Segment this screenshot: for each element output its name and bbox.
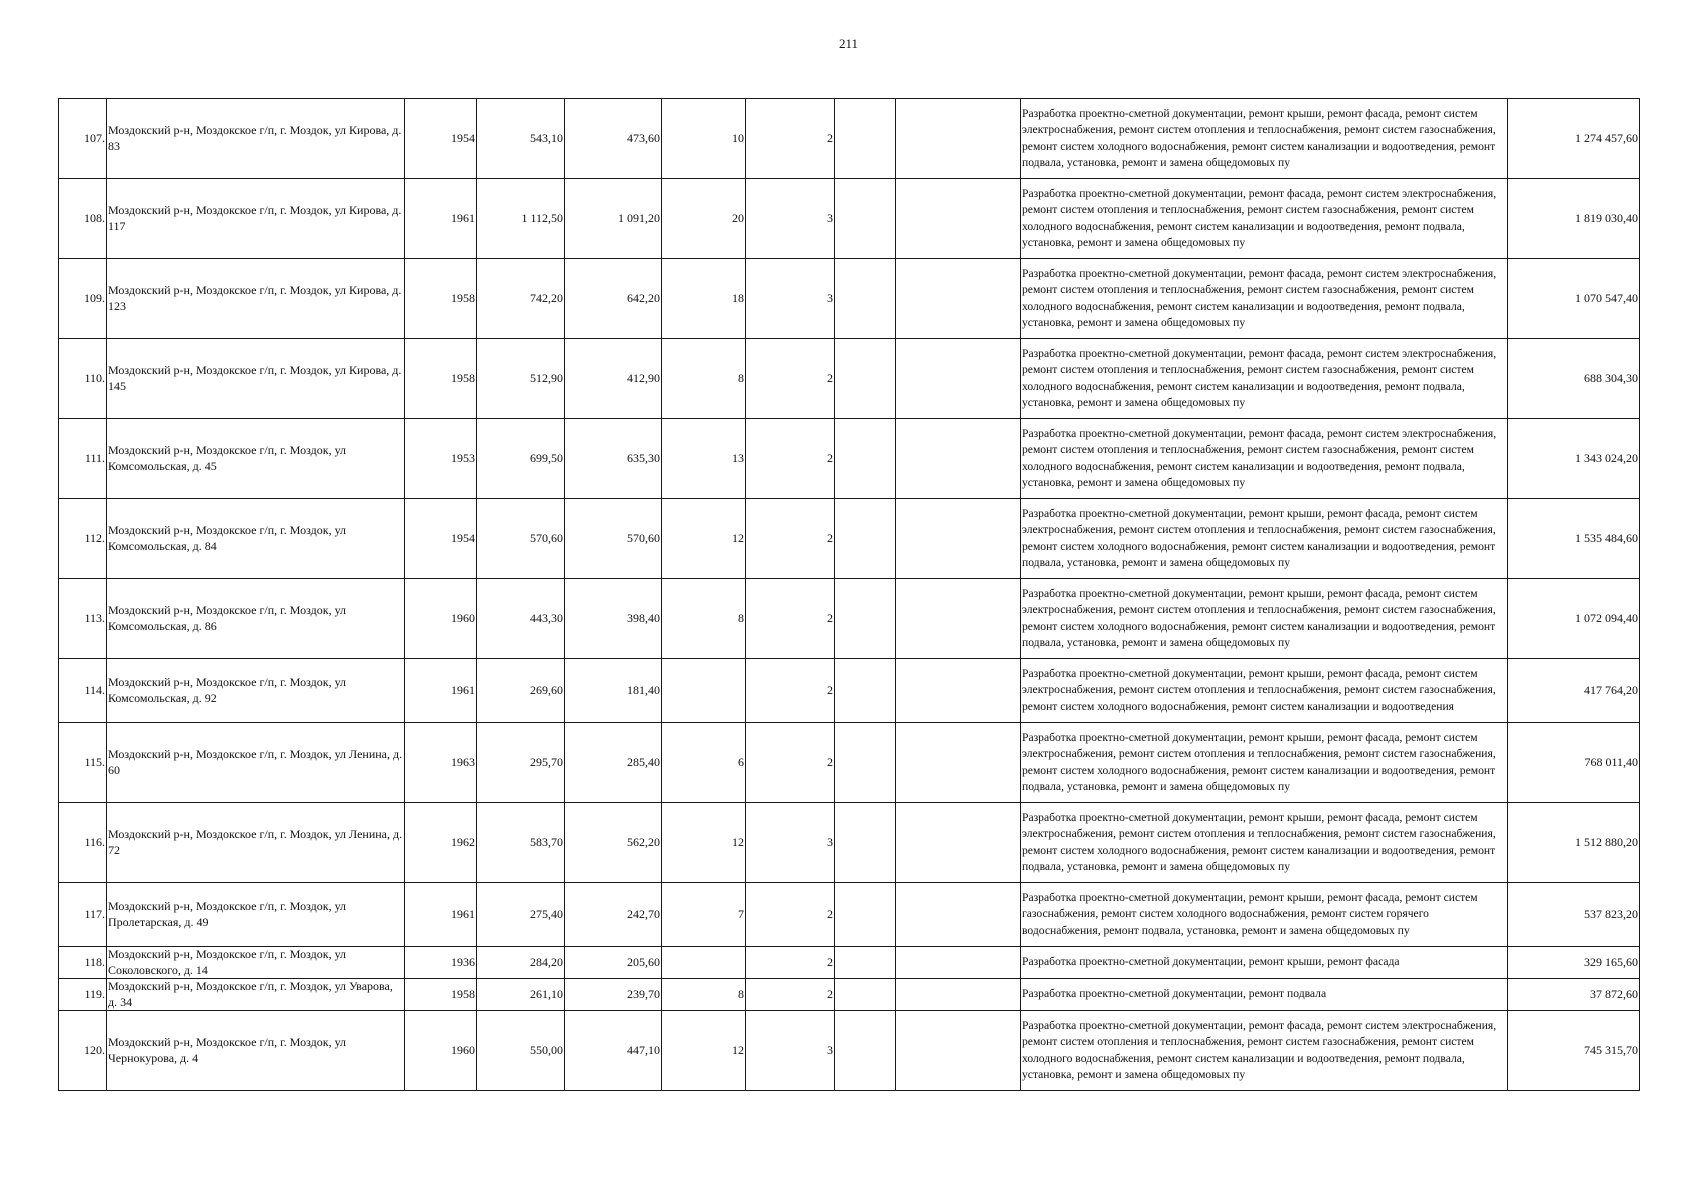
empty-cell <box>835 419 896 499</box>
cost-cell: 329 165,60 <box>1508 947 1640 979</box>
empty-cell <box>896 803 1021 883</box>
table-row <box>59 947 1640 979</box>
residents-cell <box>662 659 746 723</box>
empty-cell <box>896 419 1021 499</box>
empty-cell <box>896 99 1021 179</box>
table-row <box>59 259 1640 339</box>
area-living-cell: 242,70 <box>565 883 662 947</box>
area-living-cell: 412,90 <box>565 339 662 419</box>
cost-cell: 37 872,60 <box>1508 979 1640 1011</box>
empty-cell <box>835 803 896 883</box>
residents-cell: 12 <box>662 499 746 579</box>
row-index: 119. <box>59 979 107 1011</box>
address-cell: Моздокский р-н, Моздокское г/п, г. Моздок, ул Комсомольская, д. 45 <box>107 419 405 499</box>
residents-cell: 6 <box>662 723 746 803</box>
cost-cell: 688 304,30 <box>1508 339 1640 419</box>
floors-cell: 3 <box>746 803 835 883</box>
year-cell: 1954 <box>405 499 477 579</box>
area-total-cell: 1 112,50 <box>477 179 565 259</box>
cost-cell: 745 315,70 <box>1508 1011 1640 1091</box>
row-index: 111. <box>59 419 107 499</box>
area-total-cell: 443,30 <box>477 579 565 659</box>
row-index: 110. <box>59 339 107 419</box>
empty-cell <box>896 1011 1021 1091</box>
works-cell: Разработка проектно-сметной документации, ремонт фасада, ремонт систем электроснабжения, ремонт систем отопления и теплоснабжения, ремонт систем газоснабжения, ремонт систем холодного водоснабжения, ремонт систем канализации и водоотведения, ремонт подвала, установка, ремонт и замена общедомовых пу <box>1021 259 1508 339</box>
year-cell: 1963 <box>405 723 477 803</box>
residents-cell <box>662 947 746 979</box>
area-total-cell: 284,20 <box>477 947 565 979</box>
year-cell: 1958 <box>405 979 477 1011</box>
floors-cell: 2 <box>746 339 835 419</box>
works-cell: Разработка проектно-сметной документации, ремонт крыши, ремонт фасада, ремонт систем газоснабжения, ремонт систем холодного водоснабжения, ремонт систем горячего водоснабжения, ремонт подвала, установка, ремонт и замена общедомовых пу <box>1021 883 1508 947</box>
works-cell: Разработка проектно-сметной документации, ремонт крыши, ремонт фасада, ремонт систем электроснабжения, ремонт систем отопления и теплоснабжения, ремонт систем газоснабжения, ремонт систем холодного водоснабжения, ремонт систем канализации и водоотведения, ремонт подвала, установка, ремонт и замена общедомовых пу <box>1021 723 1508 803</box>
works-cell: Разработка проектно-сметной документации, ремонт крыши, ремонт фасада, ремонт систем электроснабжения, ремонт систем отопления и теплоснабжения, ремонт систем газоснабжения, ремонт систем холодного водоснабжения, ремонт систем канализации и водоотведения <box>1021 659 1508 723</box>
empty-cell <box>896 499 1021 579</box>
empty-cell <box>896 883 1021 947</box>
works-cell: Разработка проектно-сметной документации, ремонт крыши, ремонт фасада, ремонт систем электроснабжения, ремонт систем отопления и теплоснабжения, ремонт систем газоснабжения, ремонт систем холодного водоснабжения, ремонт систем канализации и водоотведения, ремонт подвала, установка, ремонт и замена общедомовых пу <box>1021 803 1508 883</box>
empty-cell <box>835 99 896 179</box>
floors-cell: 3 <box>746 259 835 339</box>
floors-cell: 3 <box>746 1011 835 1091</box>
residents-cell: 18 <box>662 259 746 339</box>
floors-cell: 2 <box>746 947 835 979</box>
year-cell: 1960 <box>405 579 477 659</box>
year-cell: 1936 <box>405 947 477 979</box>
floors-cell: 2 <box>746 723 835 803</box>
area-living-cell: 570,60 <box>565 499 662 579</box>
area-total-cell: 275,40 <box>477 883 565 947</box>
row-index: 108. <box>59 179 107 259</box>
address-cell: Моздокский р-н, Моздокское г/п, г. Моздок, ул Ленина, д. 60 <box>107 723 405 803</box>
empty-cell <box>835 179 896 259</box>
area-living-cell: 635,30 <box>565 419 662 499</box>
residents-cell: 12 <box>662 1011 746 1091</box>
area-living-cell: 205,60 <box>565 947 662 979</box>
cost-cell: 1 535 484,60 <box>1508 499 1640 579</box>
works-cell: Разработка проектно-сметной документации, ремонт фасада, ремонт систем электроснабжения, ремонт систем отопления и теплоснабжения, ремонт систем газоснабжения, ремонт систем холодного водоснабжения, ремонт систем канализации и водоотведения, ремонт подвала, установка, ремонт и замена общедомовых пу <box>1021 179 1508 259</box>
cost-cell: 1 819 030,40 <box>1508 179 1640 259</box>
empty-cell <box>835 1011 896 1091</box>
residents-cell: 13 <box>662 419 746 499</box>
table-row <box>59 99 1640 179</box>
row-index: 118. <box>59 947 107 979</box>
year-cell: 1958 <box>405 339 477 419</box>
address-cell: Моздокский р-н, Моздокское г/п, г. Моздок, ул Уварова, д. 34 <box>107 979 405 1011</box>
residents-cell: 8 <box>662 979 746 1011</box>
cost-cell: 537 823,20 <box>1508 883 1640 947</box>
table-row <box>59 339 1640 419</box>
address-cell: Моздокский р-н, Моздокское г/п, г. Моздок, ул Комсомольская, д. 86 <box>107 579 405 659</box>
works-cell: Разработка проектно-сметной документации, ремонт фасада, ремонт систем электроснабжения, ремонт систем отопления и теплоснабжения, ремонт систем газоснабжения, ремонт систем холодного водоснабжения, ремонт систем канализации и водоотведения, ремонт подвала, установка, ремонт и замена общедомовых пу <box>1021 339 1508 419</box>
empty-cell <box>835 259 896 339</box>
area-living-cell: 1 091,20 <box>565 179 662 259</box>
cost-cell: 768 011,40 <box>1508 723 1640 803</box>
table-row <box>59 659 1640 723</box>
area-living-cell: 642,20 <box>565 259 662 339</box>
row-index: 116. <box>59 803 107 883</box>
floors-cell: 2 <box>746 99 835 179</box>
table-row <box>59 499 1640 579</box>
empty-cell <box>896 723 1021 803</box>
area-total-cell: 570,60 <box>477 499 565 579</box>
area-living-cell: 285,40 <box>565 723 662 803</box>
empty-cell <box>835 947 896 979</box>
empty-cell <box>896 339 1021 419</box>
empty-cell <box>896 947 1021 979</box>
empty-cell <box>835 499 896 579</box>
floors-cell: 2 <box>746 883 835 947</box>
area-living-cell: 239,70 <box>565 979 662 1011</box>
empty-cell <box>835 659 896 723</box>
floors-cell: 2 <box>746 659 835 723</box>
area-living-cell: 181,40 <box>565 659 662 723</box>
address-cell: Моздокский р-н, Моздокское г/п, г. Моздок, ул Ленина, д. 72 <box>107 803 405 883</box>
cost-cell: 1 512 880,20 <box>1508 803 1640 883</box>
address-cell: Моздокский р-н, Моздокское г/п, г. Моздок, ул Чернокурова, д. 4 <box>107 1011 405 1091</box>
cost-cell: 1 072 094,40 <box>1508 579 1640 659</box>
year-cell: 1960 <box>405 1011 477 1091</box>
table-row <box>59 803 1640 883</box>
cost-cell: 1 274 457,60 <box>1508 99 1640 179</box>
address-cell: Моздокский р-н, Моздокское г/п, г. Моздок, ул Кирова, д. 123 <box>107 259 405 339</box>
row-index: 109. <box>59 259 107 339</box>
address-cell: Моздокский р-н, Моздокское г/п, г. Моздок, ул Комсомольская, д. 84 <box>107 499 405 579</box>
cost-cell: 1 343 024,20 <box>1508 419 1640 499</box>
floors-cell: 2 <box>746 579 835 659</box>
row-index: 120. <box>59 1011 107 1091</box>
table-row <box>59 179 1640 259</box>
empty-cell <box>896 179 1021 259</box>
residents-cell: 20 <box>662 179 746 259</box>
residents-cell: 8 <box>662 579 746 659</box>
empty-cell <box>835 579 896 659</box>
address-cell: Моздокский р-н, Моздокское г/п, г. Моздок, ул Кирова, д. 117 <box>107 179 405 259</box>
year-cell: 1961 <box>405 659 477 723</box>
buildings-table <box>58 98 1640 1091</box>
area-total-cell: 583,70 <box>477 803 565 883</box>
address-cell: Моздокский р-н, Моздокское г/п, г. Моздок, ул Соколовского, д. 14 <box>107 947 405 979</box>
table-row <box>59 579 1640 659</box>
empty-cell <box>896 659 1021 723</box>
empty-cell <box>835 883 896 947</box>
works-cell: Разработка проектно-сметной документации, ремонт фасада, ремонт систем электроснабжения, ремонт систем отопления и теплоснабжения, ремонт систем газоснабжения, ремонт систем холодного водоснабжения, ремонт систем канализации и водоотведения, ремонт подвала, установка, ремонт и замена общедомовых пу <box>1021 1011 1508 1091</box>
address-cell: Моздокский р-н, Моздокское г/п, г. Моздок, ул Комсомольская, д. 92 <box>107 659 405 723</box>
empty-cell <box>835 979 896 1011</box>
area-total-cell: 550,00 <box>477 1011 565 1091</box>
floors-cell: 2 <box>746 419 835 499</box>
table-row <box>59 419 1640 499</box>
table-row <box>59 1011 1640 1091</box>
address-cell: Моздокский р-н, Моздокское г/п, г. Моздок, ул Пролетарская, д. 49 <box>107 883 405 947</box>
floors-cell: 2 <box>746 979 835 1011</box>
residents-cell: 10 <box>662 99 746 179</box>
year-cell: 1953 <box>405 419 477 499</box>
area-total-cell: 742,20 <box>477 259 565 339</box>
works-cell: Разработка проектно-сметной документации, ремонт крыши, ремонт фасада <box>1021 947 1508 979</box>
table-row <box>59 883 1640 947</box>
empty-cell <box>835 723 896 803</box>
address-cell: Моздокский р-н, Моздокское г/п, г. Моздок, ул Кирова, д. 145 <box>107 339 405 419</box>
cost-cell: 1 070 547,40 <box>1508 259 1640 339</box>
area-total-cell: 261,10 <box>477 979 565 1011</box>
works-cell: Разработка проектно-сметной документации, ремонт крыши, ремонт фасада, ремонт систем электроснабжения, ремонт систем отопления и теплоснабжения, ремонт систем газоснабжения, ремонт систем холодного водоснабжения, ремонт систем канализации и водоотведения, ремонт подвала, установка, ремонт и замена общедомовых пу <box>1021 499 1508 579</box>
table-body <box>59 99 1640 1091</box>
address-cell: Моздокский р-н, Моздокское г/п, г. Моздок, ул Кирова, д. 83 <box>107 99 405 179</box>
area-living-cell: 473,60 <box>565 99 662 179</box>
year-cell: 1961 <box>405 883 477 947</box>
residents-cell: 7 <box>662 883 746 947</box>
row-index: 114. <box>59 659 107 723</box>
empty-cell <box>896 259 1021 339</box>
area-living-cell: 398,40 <box>565 579 662 659</box>
area-total-cell: 269,60 <box>477 659 565 723</box>
residents-cell: 8 <box>662 339 746 419</box>
row-index: 113. <box>59 579 107 659</box>
area-total-cell: 512,90 <box>477 339 565 419</box>
table-row <box>59 723 1640 803</box>
row-index: 107. <box>59 99 107 179</box>
year-cell: 1954 <box>405 99 477 179</box>
area-living-cell: 447,10 <box>565 1011 662 1091</box>
empty-cell <box>896 579 1021 659</box>
row-index: 117. <box>59 883 107 947</box>
floors-cell: 3 <box>746 179 835 259</box>
page-number: 211 <box>838 36 859 51</box>
table-row <box>59 979 1640 1011</box>
works-cell: Разработка проектно-сметной документации, ремонт крыши, ремонт фасада, ремонт систем электроснабжения, ремонт систем отопления и теплоснабжения, ремонт систем газоснабжения, ремонт систем холодного водоснабжения, ремонт систем канализации и водоотведения, ремонт подвала, установка, ремонт и замена общедомовых пу <box>1021 579 1508 659</box>
works-cell: Разработка проектно-сметной документации, ремонт крыши, ремонт фасада, ремонт систем электроснабжения, ремонт систем отопления и теплоснабжения, ремонт систем газоснабжения, ремонт систем холодного водоснабжения, ремонт систем канализации и водоотведения, ремонт подвала, установка, ремонт и замена общедомовых пу <box>1021 99 1508 179</box>
row-index: 112. <box>59 499 107 579</box>
works-cell: Разработка проектно-сметной документации, ремонт подвала <box>1021 979 1508 1011</box>
empty-cell <box>835 339 896 419</box>
residents-cell: 12 <box>662 803 746 883</box>
area-total-cell: 543,10 <box>477 99 565 179</box>
area-living-cell: 562,20 <box>565 803 662 883</box>
year-cell: 1961 <box>405 179 477 259</box>
row-index: 115. <box>59 723 107 803</box>
area-total-cell: 699,50 <box>477 419 565 499</box>
area-total-cell: 295,70 <box>477 723 565 803</box>
floors-cell: 2 <box>746 499 835 579</box>
empty-cell <box>896 979 1021 1011</box>
year-cell: 1958 <box>405 259 477 339</box>
year-cell: 1962 <box>405 803 477 883</box>
works-cell: Разработка проектно-сметной документации, ремонт фасада, ремонт систем электроснабжения, ремонт систем отопления и теплоснабжения, ремонт систем газоснабжения, ремонт систем холодного водоснабжения, ремонт систем канализации и водоотведения, ремонт подвала, установка, ремонт и замена общедомовых пу <box>1021 419 1508 499</box>
cost-cell: 417 764,20 <box>1508 659 1640 723</box>
